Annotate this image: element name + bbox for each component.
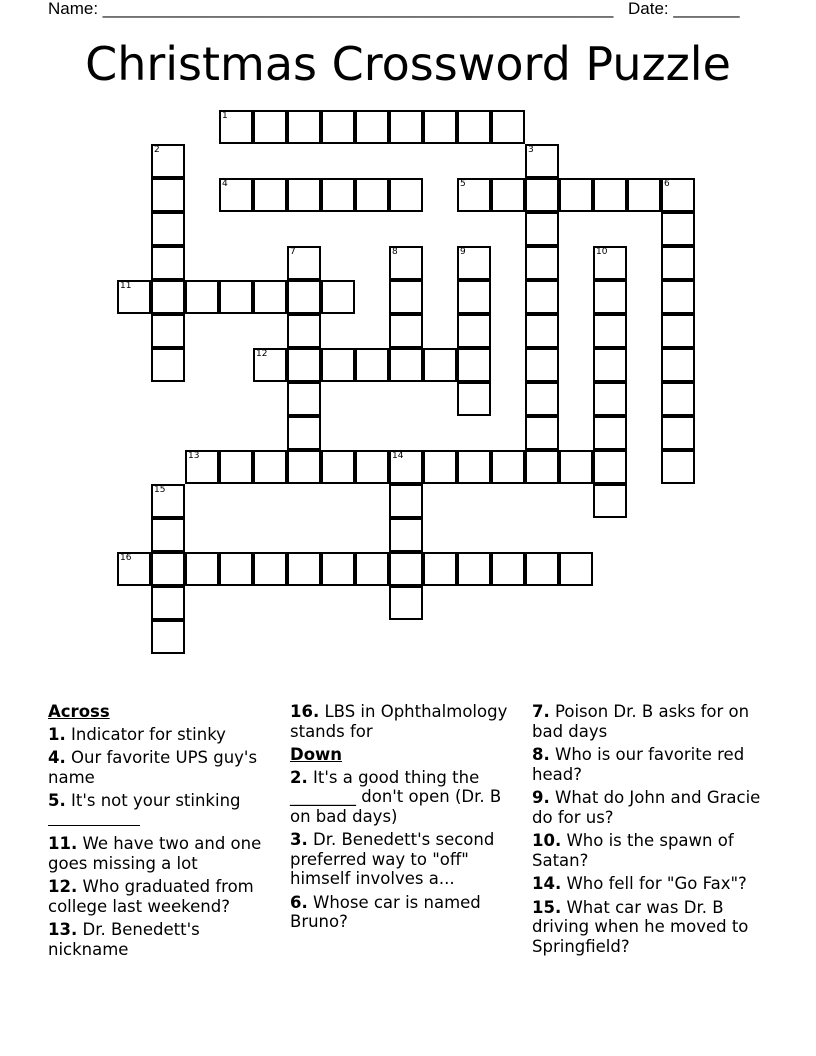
grid-cell[interactable] <box>661 382 695 416</box>
grid-cell[interactable] <box>627 178 661 212</box>
grid-cell[interactable] <box>661 348 695 382</box>
grid-cell[interactable] <box>219 178 253 212</box>
grid-cell[interactable] <box>117 280 151 314</box>
grid-cell[interactable] <box>389 484 423 518</box>
grid-cell[interactable] <box>661 450 695 484</box>
grid-cell[interactable] <box>525 246 559 280</box>
grid-cell[interactable] <box>593 280 627 314</box>
grid-cell[interactable] <box>219 110 253 144</box>
grid-cell[interactable] <box>321 280 355 314</box>
clue-text: What car was Dr. B driving when he moved to Springfield? <box>532 897 749 956</box>
grid-cell[interactable] <box>287 348 321 382</box>
clue-down-9 <box>532 788 768 827</box>
clue-text: Indicator for stinky <box>71 724 226 744</box>
grid-cell[interactable] <box>593 484 627 518</box>
clue-number: 6. <box>290 892 308 912</box>
grid-cell[interactable] <box>355 552 389 586</box>
grid-cell[interactable] <box>389 178 423 212</box>
grid-cell[interactable] <box>151 144 185 178</box>
grid-cell[interactable] <box>287 246 321 280</box>
grid-cell[interactable] <box>457 246 491 280</box>
grid-cell[interactable] <box>219 552 253 586</box>
clue-across-4 <box>48 748 280 787</box>
clue-down-2 <box>290 768 522 827</box>
across-heading: Across <box>48 702 110 721</box>
grid-cell[interactable] <box>661 246 695 280</box>
grid-cell[interactable] <box>525 450 559 484</box>
clues-column-3 <box>532 702 768 960</box>
grid-cell[interactable] <box>593 450 627 484</box>
clue-text: Our favorite UPS guy's name <box>48 748 258 787</box>
cell-number: 8 <box>392 247 398 257</box>
cell-number: 16 <box>120 553 132 563</box>
clue-number: 11. <box>48 834 78 853</box>
clue-text: Dr. Benedett's nickname <box>48 920 200 959</box>
grid-cell[interactable] <box>491 450 525 484</box>
grid-cell[interactable] <box>321 178 355 212</box>
clue-down-10 <box>532 831 768 870</box>
clue-text: Poison Dr. B asks for on bad days <box>532 702 750 741</box>
grid-cell[interactable] <box>151 620 185 654</box>
grid-cell[interactable] <box>321 348 355 382</box>
grid-cell[interactable] <box>151 212 185 246</box>
grid-cell[interactable] <box>389 348 423 382</box>
grid-cell[interactable] <box>253 552 287 586</box>
clue-across-12 <box>48 877 280 916</box>
grid-cell[interactable] <box>287 314 321 348</box>
grid-cell[interactable] <box>321 110 355 144</box>
grid-cell[interactable] <box>593 314 627 348</box>
clue-text: It's not your stinking <box>71 791 241 810</box>
clue-down-3 <box>290 830 522 889</box>
grid-cell[interactable] <box>355 450 389 484</box>
grid-cell[interactable] <box>355 178 389 212</box>
grid-cell[interactable] <box>253 280 287 314</box>
grid-cell[interactable] <box>593 382 627 416</box>
grid-cell[interactable] <box>151 246 185 280</box>
grid-cell[interactable] <box>423 450 457 484</box>
cell-number: 12 <box>256 349 268 359</box>
grid-cell[interactable] <box>525 348 559 382</box>
grid-cell[interactable] <box>661 280 695 314</box>
grid-cell[interactable] <box>525 212 559 246</box>
clue-text: Who is our favorite red head? <box>532 745 745 784</box>
grid-cell[interactable] <box>185 280 219 314</box>
cell-number: 13 <box>188 451 200 461</box>
cell-number: 6 <box>664 179 670 189</box>
grid-cell[interactable] <box>559 178 593 212</box>
clue-number: 14. <box>532 874 562 893</box>
grid-cell[interactable] <box>423 110 457 144</box>
clue-number: 8. <box>532 745 550 764</box>
grid-cell[interactable] <box>151 178 185 212</box>
grid-cell[interactable] <box>287 110 321 144</box>
grid-cell[interactable] <box>389 280 423 314</box>
clue-text: Whose car is named Bruno? <box>290 892 481 931</box>
grid-cell[interactable] <box>491 552 525 586</box>
grid-cell[interactable] <box>525 144 559 178</box>
cell-number: 4 <box>222 179 228 189</box>
clues-column-1 <box>48 702 280 963</box>
grid-cell[interactable] <box>457 382 491 416</box>
clue-number: 5. <box>48 791 66 810</box>
clue-text: We have two and one goes missing a lot <box>48 834 262 873</box>
grid-cell[interactable] <box>219 280 253 314</box>
cell-number: 11 <box>120 281 132 291</box>
grid-cell[interactable] <box>423 552 457 586</box>
clue-number: 9. <box>532 788 550 807</box>
grid-cell[interactable] <box>559 552 593 586</box>
grid-cell[interactable] <box>151 518 185 552</box>
grid-cell[interactable] <box>389 518 423 552</box>
clue-number: 3. <box>290 830 308 849</box>
grid-cell[interactable] <box>423 348 457 382</box>
clue-text: What do John and Gracie do for us? <box>532 788 761 827</box>
clue-text: Who is the spawn of Satan? <box>532 831 734 870</box>
grid-cell[interactable] <box>661 178 695 212</box>
grid-cell[interactable] <box>287 382 321 416</box>
clue-across-11 <box>48 834 280 873</box>
grid-cell[interactable] <box>661 416 695 450</box>
cell-number: 15 <box>154 485 166 495</box>
clue-number: 4. <box>48 748 66 767</box>
grid-cell[interactable] <box>593 416 627 450</box>
grid-cell[interactable] <box>117 552 151 586</box>
cell-number: 10 <box>596 247 608 257</box>
grid-cell[interactable] <box>151 314 185 348</box>
grid-cell[interactable] <box>151 348 185 382</box>
grid-cell[interactable] <box>253 178 287 212</box>
header <box>48 0 748 18</box>
clue-number: 12. <box>48 877 78 896</box>
grid-cell[interactable] <box>151 552 185 586</box>
page-title: Christmas Crossword Puzzle <box>85 37 731 91</box>
grid-cell[interactable] <box>389 552 423 586</box>
grid-cell[interactable] <box>525 280 559 314</box>
grid-cell[interactable] <box>321 450 355 484</box>
grid-cell[interactable] <box>151 484 185 518</box>
grid-cell[interactable] <box>185 552 219 586</box>
clue-down-15 <box>532 898 768 957</box>
clue-number: 1. <box>48 724 66 744</box>
grid-cell[interactable] <box>389 586 423 620</box>
grid-cell[interactable] <box>253 110 287 144</box>
clue-text: It's a good thing the ________ don't open (Dr. B on bad days) <box>290 767 502 826</box>
grid-cell[interactable] <box>525 314 559 348</box>
clue-across-1 <box>48 725 280 745</box>
grid-cell[interactable] <box>151 586 185 620</box>
grid-cell[interactable] <box>525 178 559 212</box>
grid-cell[interactable] <box>185 450 219 484</box>
grid-cell[interactable] <box>525 416 559 450</box>
clue-text: Dr. Benedett's second preferred way to "off" himself involves a... <box>290 830 495 888</box>
cell-number: 3 <box>528 145 534 155</box>
grid-cell[interactable] <box>151 280 185 314</box>
cell-number: 14 <box>392 451 404 461</box>
clue-across-5 <box>48 791 280 830</box>
grid-cell[interactable] <box>457 178 491 212</box>
clue-across-16 <box>290 702 522 741</box>
name-field[interactable]: Name: ______________________________________________________ <box>48 0 614 18</box>
grid-cell[interactable] <box>457 552 491 586</box>
date-field[interactable]: Date: _______ <box>628 0 740 18</box>
grid-cell[interactable] <box>593 178 627 212</box>
clue-number: 7. <box>532 702 550 721</box>
grid-cell[interactable] <box>559 450 593 484</box>
grid-cell[interactable] <box>355 110 389 144</box>
grid-cell[interactable] <box>457 348 491 382</box>
grid-cell[interactable] <box>389 314 423 348</box>
grid-cell[interactable] <box>525 552 559 586</box>
grid-cell[interactable] <box>253 450 287 484</box>
grid-cell[interactable] <box>287 450 321 484</box>
clues-column-2 <box>290 702 522 936</box>
clue-down-7 <box>532 702 768 741</box>
cell-number: 2 <box>154 145 160 155</box>
grid-cell[interactable] <box>525 382 559 416</box>
clue-down-8 <box>532 745 768 784</box>
grid-cell[interactable] <box>389 246 423 280</box>
grid-cell[interactable] <box>457 110 491 144</box>
grid-cell[interactable] <box>389 110 423 144</box>
clue-text: Who graduated from college last weekend? <box>48 877 254 916</box>
down-heading: Down <box>290 745 343 764</box>
cell-number: 7 <box>290 247 296 257</box>
grid-cell[interactable] <box>491 178 525 212</box>
clue-across-13 <box>48 920 280 959</box>
grid-cell[interactable] <box>457 314 491 348</box>
clue-number: 10. <box>532 831 562 850</box>
clue-text: LBS in Ophthalmology stands for <box>290 702 508 741</box>
grid-cell[interactable] <box>389 450 423 484</box>
grid-cell[interactable] <box>287 416 321 450</box>
clue-number: 2. <box>290 767 308 787</box>
grid-cell[interactable] <box>593 348 627 382</box>
grid-cell[interactable] <box>593 246 627 280</box>
grid-cell[interactable] <box>457 450 491 484</box>
grid-cell[interactable] <box>355 348 389 382</box>
clue-number: 13. <box>48 920 78 939</box>
grid-cell[interactable] <box>219 450 253 484</box>
clue-down-14 <box>532 874 768 894</box>
grid-cell[interactable] <box>491 110 525 144</box>
grid-cell[interactable] <box>287 178 321 212</box>
grid-cell[interactable] <box>661 212 695 246</box>
cell-number: 9 <box>460 247 466 257</box>
grid-cell[interactable] <box>661 314 695 348</box>
grid-cell[interactable] <box>321 552 355 586</box>
answer-blank <box>48 813 140 826</box>
grid-cell[interactable] <box>287 552 321 586</box>
grid-cell[interactable] <box>253 348 287 382</box>
cell-number: 1 <box>222 111 228 121</box>
grid-cell[interactable] <box>287 280 321 314</box>
clue-number: 15. <box>532 897 562 917</box>
clue-number: 16. <box>290 702 320 721</box>
clue-text: Who fell for "Go Fax"? <box>566 874 747 893</box>
grid-cell[interactable] <box>457 280 491 314</box>
clue-down-6 <box>290 893 522 932</box>
cell-number: 5 <box>460 179 466 189</box>
